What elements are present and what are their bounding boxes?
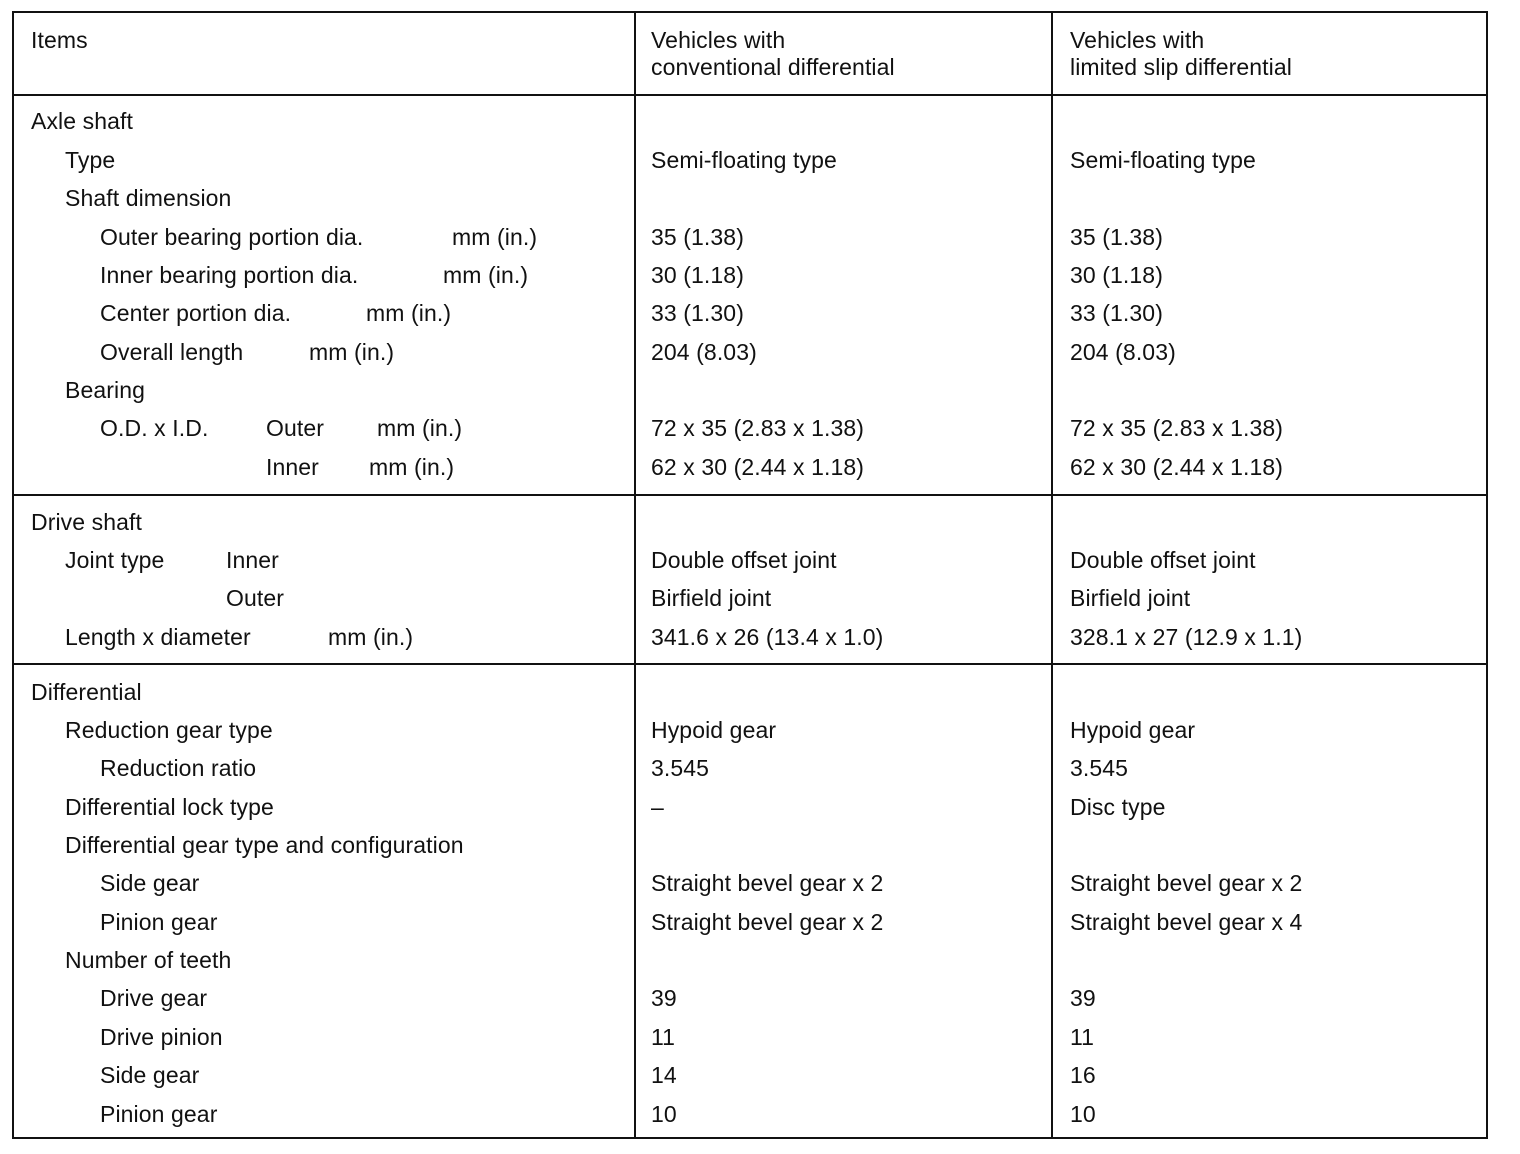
joint-outer-label: Outer [226, 585, 285, 611]
length-diameter-conv: 341.6 x 26 (13.4 x 1.0) [651, 624, 884, 650]
joint-type-label: Joint type [65, 547, 165, 573]
center-portion-unit: mm (in.) [366, 300, 452, 326]
drive-gear-teeth-label: Drive gear [100, 985, 208, 1011]
drive-pinion-teeth-lsd: 11 [1070, 1024, 1095, 1050]
drive-pinion-teeth-conv: 11 [651, 1024, 676, 1050]
overall-length-lsd: 204 (8.03) [1070, 339, 1176, 365]
reduction-gear-type-conv: Hypoid gear [651, 717, 777, 743]
side-gear-teeth-conv: 14 [651, 1062, 677, 1088]
length-diameter-unit: mm (in.) [328, 624, 414, 650]
od-id-label: O.D. x I.D. [100, 415, 209, 441]
diff-lock-label: Differential lock type [65, 794, 274, 820]
side-gear-label: Side gear [100, 870, 200, 896]
inner-bearing-label: Inner bearing portion dia. [100, 262, 359, 288]
pinion-gear-teeth-conv: 10 [651, 1101, 677, 1127]
center-portion-label: Center portion dia. [100, 300, 292, 326]
header-lsd-line2: limited slip differential [1070, 54, 1292, 80]
bearing-inner-conv: 62 x 30 (2.44 x 1.18) [651, 454, 865, 480]
reduction-gear-type-label: Reduction gear type [65, 717, 273, 743]
bearing-outer-unit: mm (in.) [377, 415, 463, 441]
inner-bearing-unit: mm (in.) [443, 262, 529, 288]
bearing-inner-lsd: 62 x 30 (2.44 x 1.18) [1070, 454, 1284, 480]
header-conventional-line1: Vehicles with [651, 27, 786, 53]
inner-bearing-lsd: 30 (1.18) [1070, 262, 1163, 288]
outer-bearing-conv: 35 (1.38) [651, 224, 744, 250]
outer-bearing-unit: mm (in.) [452, 224, 538, 250]
side-gear-teeth-lsd: 16 [1070, 1062, 1096, 1088]
side-gear-teeth-label: Side gear [100, 1062, 200, 1088]
header-lsd-line1: Vehicles with [1070, 27, 1205, 53]
bearing-inner-label: Inner [266, 454, 319, 480]
axle-type-lsd: Semi-floating type [1070, 147, 1256, 173]
drive-gear-teeth-lsd: 39 [1070, 985, 1096, 1011]
overall-length-conv: 204 (8.03) [651, 339, 757, 365]
bearing-outer-label: Outer [266, 415, 325, 441]
side-gear-conv: Straight bevel gear x 2 [651, 870, 884, 896]
drive-gear-teeth-conv: 39 [651, 985, 677, 1011]
section-divider-axle [14, 494, 1486, 496]
overall-length-unit: mm (in.) [309, 339, 395, 365]
column-divider-1 [634, 13, 636, 1137]
outer-bearing-label: Outer bearing portion dia. [100, 224, 364, 250]
pinion-gear-teeth-label: Pinion gear [100, 1101, 218, 1127]
header-items: Items [31, 27, 88, 53]
section-divider-drive [14, 663, 1486, 665]
pinion-gear-label: Pinion gear [100, 909, 218, 935]
diff-lock-lsd: Disc type [1070, 794, 1166, 820]
axle-type-label: Type [65, 147, 116, 173]
drive-pinion-teeth-label: Drive pinion [100, 1024, 223, 1050]
side-gear-lsd: Straight bevel gear x 2 [1070, 870, 1303, 896]
joint-inner-conv: Double offset joint [651, 547, 837, 573]
reduction-gear-type-lsd: Hypoid gear [1070, 717, 1196, 743]
diff-lock-conv: – [651, 794, 664, 820]
reduction-ratio-conv: 3.545 [651, 755, 710, 781]
bearing-outer-lsd: 72 x 35 (2.83 x 1.38) [1070, 415, 1284, 441]
section-title-axle-shaft: Axle shaft [31, 108, 133, 134]
center-portion-lsd: 33 (1.30) [1070, 300, 1163, 326]
bearing-label: Bearing [65, 377, 145, 403]
axle-type-conv: Semi-floating type [651, 147, 837, 173]
section-title-differential: Differential [31, 679, 142, 705]
overall-length-label: Overall length [100, 339, 244, 365]
reduction-ratio-label: Reduction ratio [100, 755, 257, 781]
joint-outer-lsd: Birfield joint [1070, 585, 1191, 611]
joint-outer-conv: Birfield joint [651, 585, 772, 611]
header-divider [14, 94, 1486, 96]
reduction-ratio-lsd: 3.545 [1070, 755, 1129, 781]
number-of-teeth-label: Number of teeth [65, 947, 232, 973]
column-divider-2 [1051, 13, 1053, 1137]
bearing-inner-unit: mm (in.) [369, 454, 455, 480]
bearing-outer-conv: 72 x 35 (2.83 x 1.38) [651, 415, 865, 441]
pinion-gear-lsd: Straight bevel gear x 4 [1070, 909, 1303, 935]
center-portion-conv: 33 (1.30) [651, 300, 744, 326]
inner-bearing-conv: 30 (1.18) [651, 262, 744, 288]
length-diameter-lsd: 328.1 x 27 (12.9 x 1.1) [1070, 624, 1303, 650]
spec-table [12, 11, 1488, 1139]
shaft-dimension-label: Shaft dimension [65, 185, 232, 211]
outer-bearing-lsd: 35 (1.38) [1070, 224, 1163, 250]
joint-inner-lsd: Double offset joint [1070, 547, 1256, 573]
section-title-drive-shaft: Drive shaft [31, 509, 143, 535]
header-conventional-line2: conventional differential [651, 54, 895, 80]
gear-config-label: Differential gear type and configuration [65, 832, 464, 858]
joint-inner-label: Inner [226, 547, 279, 573]
pinion-gear-teeth-lsd: 10 [1070, 1101, 1096, 1127]
length-diameter-label: Length x diameter [65, 624, 251, 650]
pinion-gear-conv: Straight bevel gear x 2 [651, 909, 884, 935]
